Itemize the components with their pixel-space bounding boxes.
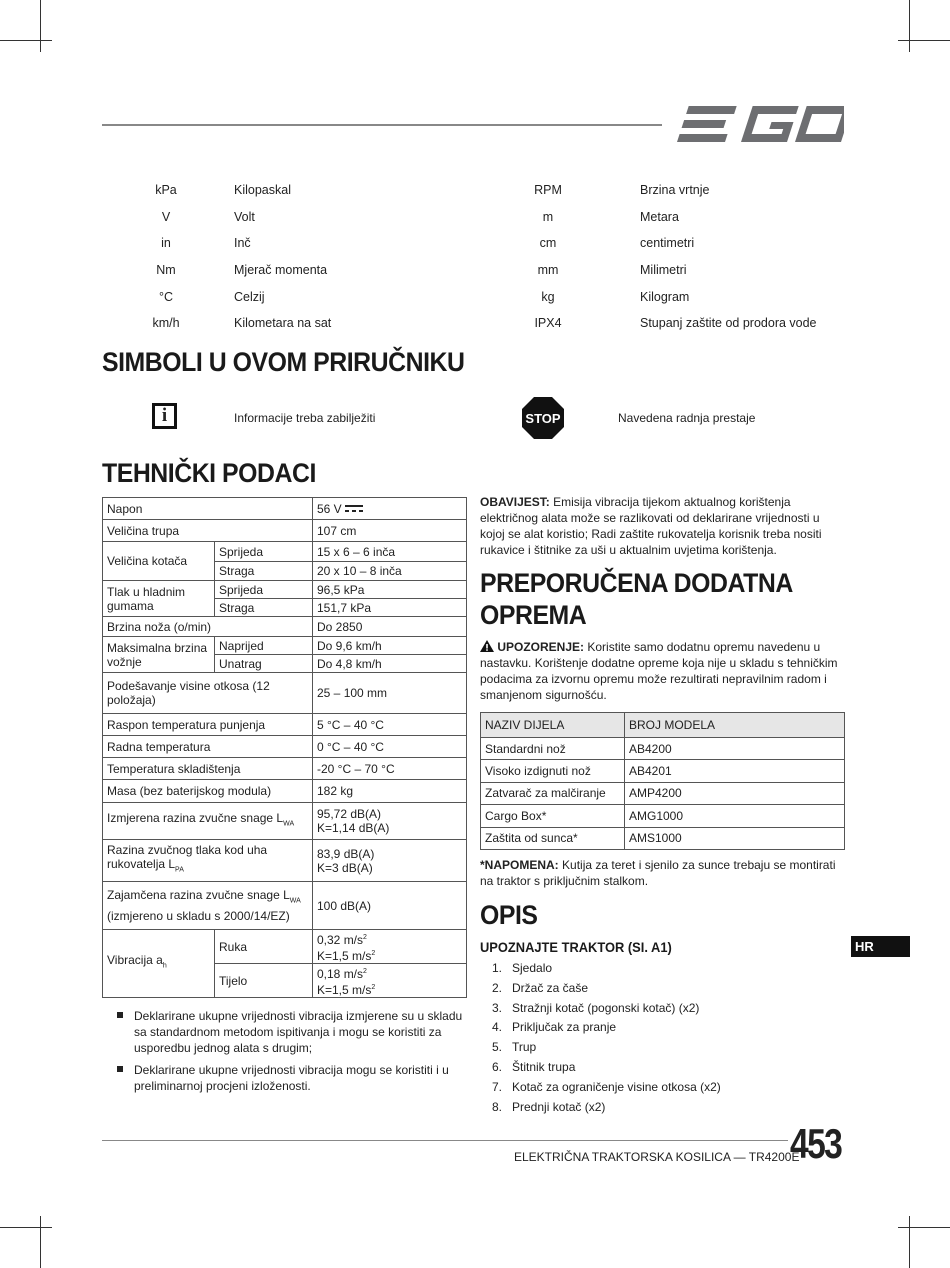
unit-row [130, 230, 830, 257]
description-title: OPIS [480, 900, 538, 930]
stop-text: Navedena radnja prestaje [618, 411, 756, 425]
warning-icon [480, 640, 494, 652]
deck-label: Veličina trupa [103, 520, 313, 542]
lpa-value: 83,9 dB(A) K=3 dB(A) [313, 840, 467, 882]
pressure-rear-label: Straga [215, 599, 313, 617]
unit-abbr: RPM [534, 183, 562, 198]
unit-abbr: kPa [155, 183, 177, 198]
glwa-label: Zajamčena razina zvučne snage $L_{WA}$ (izmjereno u skladu s 2000/14/EZ) [103, 882, 313, 930]
header-rule [102, 124, 662, 126]
col-header-model: BROJ MODELA [625, 713, 845, 738]
wheel-front-label: Sprijeda [215, 542, 313, 562]
lwa-value: 95,72 dB(A) K=1,14 dB(A) [313, 803, 467, 840]
pressure-rear-value: 151,7 kPa [313, 599, 467, 617]
symbols-title: SIMBOLI U OVOM PRIRUČNIKU [102, 347, 465, 377]
crop-mark [40, 1216, 41, 1268]
list-item-number: 8. [492, 1099, 503, 1114]
accessories-table [480, 712, 845, 850]
deck-value: 107 cm [313, 520, 467, 542]
list-item: Stražnji kotač (pogonski kotač) (x2) [512, 1000, 700, 1015]
unit-name: Inč [234, 236, 251, 251]
work-value: 0 °C – 40 °C [313, 736, 467, 758]
list-item: Štitnik trupa [512, 1060, 576, 1074]
unit-row [130, 283, 830, 310]
charge-label: Raspon temperatura punjenja [103, 714, 313, 736]
table-row [481, 760, 845, 782]
footer-rule [102, 1140, 788, 1141]
table-row [481, 827, 845, 849]
unit-name: Metara [640, 209, 679, 224]
speed-label: Maksimalna brzina vožnje [103, 637, 215, 673]
list-item-number: 6. [492, 1060, 503, 1074]
part-name: Cargo Box* [481, 805, 625, 827]
pressure-label: Tlak u hladnim gumama [103, 581, 215, 617]
list-item-number: 7. [492, 1079, 503, 1094]
vibration-body-value: 0,18 $m/s^2$ K=1,5 $m/s^2$ [313, 964, 467, 998]
warning: UPOZORENJE: Koristite samo dodatnu opremu navedenu u nastavku. Korištenje dodatne opreme koja nije u skladu s tehničkim podacima za izvornu opremu može rezultirati nepravilnim radom i smanjenom sigurnošću. [480, 640, 838, 702]
info-icon: i [152, 403, 177, 429]
accessories-title-line1: PREPORUČENA DODATNA [480, 568, 793, 598]
wheel-rear-value: 20 x 10 – 8 inča [313, 562, 467, 581]
wheel-rear-label: Straga [215, 562, 313, 581]
crop-mark [40, 0, 41, 52]
lpa-label: Razina zvučnog tlaka kod uha rukovatelja $L_{PA}$ [103, 840, 313, 882]
work-label: Radna temperatura [103, 736, 313, 758]
tech-table [102, 497, 467, 998]
unit-abbr: in [161, 236, 171, 251]
vibration-body-label: Tijelo [215, 964, 313, 998]
unit-abbr: IPX4 [534, 316, 562, 331]
notice: OBAVIJEST: Emisija vibracija tijekom aktualnog korištenja električnog alata može se razlikovati od deklarirane vrijednosti u kojoj se alat koristio; Radi zaštite rukovatelja korisnik treba nositi rukavice i štitnike za uši u aktualnim uvjetima korištenja. [480, 495, 822, 557]
crop-mark [909, 1216, 910, 1268]
bullet-item: Deklarirane ukupne vrijednosti vibracija mogu se koristiti i u preliminarnoj procjeni izloženosti. [134, 1063, 449, 1093]
description-subtitle: UPOZNAJTE TRAKTOR (SI. A1) [480, 939, 672, 955]
tech-title: TEHNIČKI PODACI [102, 458, 316, 488]
height-label: Podešavanje visine otkosa (12 položaja) [103, 673, 313, 714]
part-model: AMP4200 [625, 782, 845, 804]
unit-name: Mjerač momenta [234, 263, 328, 278]
mass-value: 182 kg [313, 780, 467, 803]
unit-abbr: km/h [152, 316, 180, 331]
unit-row [130, 177, 830, 204]
speed-reverse-value: Do 4,8 km/h [313, 655, 467, 673]
speed-reverse-label: Unatrag [215, 655, 313, 673]
unit-name: Volt [234, 209, 255, 224]
part-name: Zaštita od sunca* [481, 827, 625, 849]
list-item-number: 4. [492, 1020, 503, 1035]
crop-mark [0, 1227, 52, 1228]
unit-abbr: V [161, 209, 171, 224]
part-name: Zatvarač za malčiranje [481, 782, 625, 804]
table-row [481, 805, 845, 827]
voltage-label: Napon [103, 498, 313, 520]
list-item: Kotač za ograničenje visine otkosa (x2) [512, 1079, 721, 1094]
crop-mark [898, 1227, 950, 1228]
ego-logo [672, 102, 844, 146]
unit-abbr: °C [158, 289, 174, 304]
col-header-part: NAZIV DIJELA [481, 713, 625, 738]
unit-abbr: kg [541, 289, 555, 304]
vibration-hand-label: Ruka [215, 930, 313, 964]
dc-icon [345, 505, 363, 513]
table-row [481, 782, 845, 804]
blade-label: Brzina noža (o/min) [103, 617, 313, 637]
list-item: Trup [512, 1040, 537, 1055]
storage-value: -20 °C – 70 °C [313, 758, 467, 780]
list-item: Priključak za pranje [512, 1020, 617, 1035]
pressure-front-label: Sprijeda [215, 581, 313, 599]
unit-name: Celzij [234, 289, 265, 304]
svg-text:STOP: STOP [525, 411, 561, 426]
unit-name: Stupanj zaštite od prodora vode [640, 316, 817, 331]
mass-label: Masa (bez baterijskog modula) [103, 780, 313, 803]
list-item-number: 1. [492, 961, 503, 975]
list-item: Držač za čaše [512, 980, 589, 995]
table-row [481, 738, 845, 760]
part-name: Standardni nož [481, 738, 625, 760]
stop-icon [521, 396, 565, 440]
part-model: AMS1000 [625, 827, 845, 849]
unit-row [130, 204, 830, 231]
unit-name: Milimetri [640, 263, 687, 278]
part-name: Visoko izdignuti nož [481, 760, 625, 782]
list-item: Prednji kotač (x2) [512, 1099, 606, 1114]
unit-abbr: m [542, 209, 554, 224]
bullet-marker [117, 1012, 123, 1018]
language-tab: HR [851, 936, 910, 957]
unit-name: centimetri [640, 236, 695, 251]
bullet-item: Deklarirane ukupne vrijednosti vibracija izmjerene su u skladu sa standardnom metodom ispitivanja i mogu se koristiti za usporedbu jednog alata s drugim; [134, 1009, 463, 1055]
glwa-value: 100 dB(A) [313, 882, 467, 930]
vibration-label: Vibracija $a_h$ [103, 930, 215, 998]
storage-label: Temperatura skladištenja [103, 758, 313, 780]
note: *NAPOMENA: Kutija za teret i sjenilo za sunce trebaju se montirati na traktor s priključnim stalkom. [480, 858, 836, 888]
units-table [130, 177, 830, 337]
charge-value: 5 °C – 40 °C [313, 714, 467, 736]
crop-mark [909, 0, 910, 52]
crop-mark [0, 40, 52, 41]
pressure-front-value: 96,5 kPa [313, 581, 467, 599]
footer-title: ELEKTRIČNA TRAKTORSKA KOSILICA — TR4200E [514, 1150, 800, 1164]
unit-name: Kilopaskal [234, 183, 291, 198]
speed-forward-value: Do 9,6 km/h [313, 637, 467, 655]
unit-name: Brzina vrtnje [640, 183, 710, 198]
lwa-label: Izmjerena razina zvučne snage $L_{WA}$ [103, 803, 313, 840]
unit-abbr: cm [539, 236, 557, 251]
accessories-title-line2: OPREMA [480, 600, 587, 630]
unit-row [130, 257, 830, 284]
bullet-marker [117, 1066, 123, 1072]
list-item-number: 2. [492, 980, 503, 995]
crop-mark [898, 40, 950, 41]
list-item-number: 5. [492, 1040, 503, 1055]
unit-abbr: mm [537, 263, 559, 278]
vibration-hand-value: 0,32 $m/s^2$ K=1,5 $m/s^2$ [313, 930, 467, 964]
list-item: Sjedalo [512, 961, 553, 975]
voltage-value: 56 V [313, 498, 467, 520]
wheel-front-value: 15 x 6 – 6 inča [313, 542, 467, 562]
unit-name: Kilogram [640, 289, 690, 304]
wheel-label: Veličina kotača [103, 542, 215, 581]
list-item-number: 3. [492, 1000, 503, 1015]
part-model: AMG1000 [625, 805, 845, 827]
height-value: 25 – 100 mm [313, 673, 467, 714]
page-number: 453 [790, 1120, 842, 1167]
unit-abbr: Nm [156, 263, 176, 278]
blade-value: Do 2850 [313, 617, 467, 637]
unit-row [130, 310, 830, 337]
info-text: Informacije treba zabilježiti [234, 411, 376, 425]
part-model: AB4201 [625, 760, 845, 782]
part-model: AB4200 [625, 738, 845, 760]
unit-name: Kilometara na sat [234, 316, 332, 331]
speed-forward-label: Naprijed [215, 637, 313, 655]
